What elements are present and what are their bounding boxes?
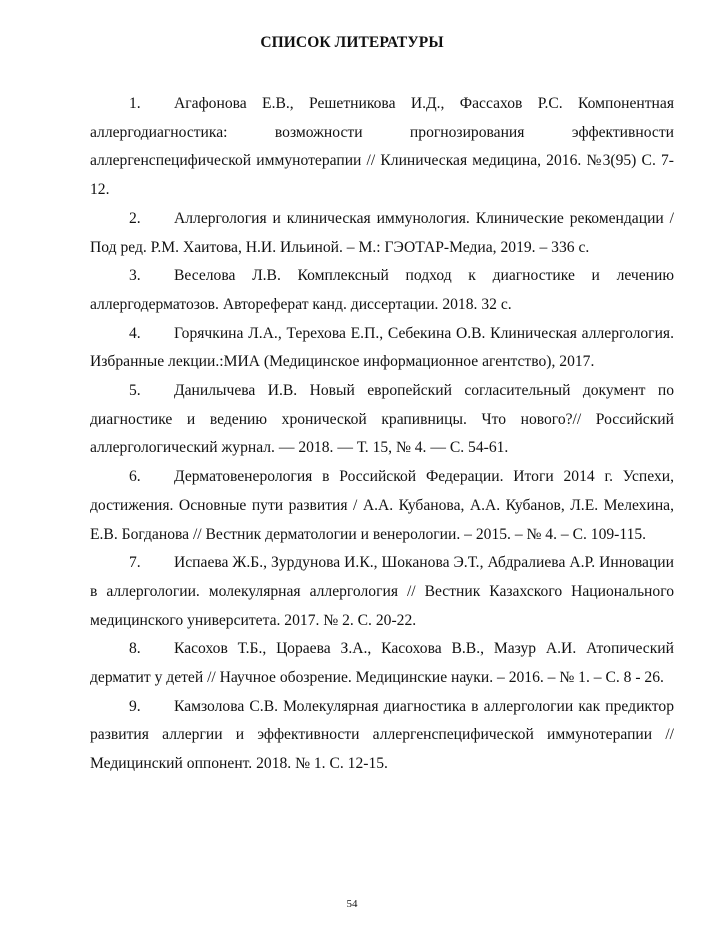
reference-number: 2. — [129, 209, 141, 227]
reference-text: Веселова Л.В. Комплексный подход к диагностике и лечению аллергодерматозов. Автореферат канд. диссертации. 2018. 32 с. — [90, 267, 674, 313]
reference-text: Камзолова С.В. Молекулярная диагностика в аллергологии как предиктор развития аллергии и эффективности аллергенспецифической иммунотерапии // Медицинский оппонент. 2018. № 1. С. 12-15. — [90, 697, 674, 773]
reference-number: 1. — [129, 95, 141, 112]
reference-number: 9. — [129, 697, 141, 715]
reference-text: Дерматовенерология в Российской Федерации. Итоги 2014 г. Успехи, достижения. Основные пути развития / А.А. Кубанова, А.А. Кубанов, Л.Е. Мелехина, Е.В. Богданова // Вестник дерматологии и венерологии. – 2015. – № 4. – С. 109-115. — [90, 468, 674, 543]
reference-item — [90, 90, 674, 205]
reference-number: 7. — [129, 554, 141, 572]
reference-number: 5. — [129, 382, 141, 400]
reference-item — [90, 377, 674, 463]
reference-item — [90, 463, 674, 549]
reference-item — [90, 205, 674, 262]
reference-item — [90, 693, 674, 779]
reference-number: 3. — [129, 267, 141, 285]
reference-item — [90, 262, 674, 319]
reference-text: Горячкина Л.А., Терехова Е.П., Себекина О.В. Клиническая аллергология. Избранные лекции.:МИА (Медицинское информационное агентство), 2017. — [90, 324, 674, 371]
reference-list — [90, 90, 674, 779]
reference-text: Данилычева И.В. Новый европейский согласительный документ по диагностике и ведению хронической крапивницы. Что нового?// Российский аллергологический журнал. — 2018. — Т. 15, № 4. — С. 54-61. — [90, 382, 674, 457]
reference-item — [90, 549, 674, 635]
reference-number: 4. — [129, 324, 141, 342]
reference-number: 8. — [129, 640, 141, 658]
reference-text: Аллергология и клиническая иммунология. Клинические рекомендации / Под ред. Р.М. Хаитова, Н.И. Ильиной. – М.: ГЭОТАР-Медиа, 2019. – 336 с. — [90, 209, 674, 256]
reference-item — [90, 635, 674, 692]
reference-text: Касохов Т.Б., Цораева З.А., Касохова В.В., Мазур А.И. Атопический дерматит у детей // Научное обозрение. Медицинские науки. – 2016. – № 1. – С. 8 - 26. — [90, 640, 674, 687]
page-title: СПИСОК ЛИТЕРАТУРЫ — [260, 34, 444, 51]
reference-item — [90, 320, 674, 377]
reference-number: 6. — [129, 468, 141, 486]
page-number: 54 — [346, 898, 358, 910]
reference-text: Испаева Ж.Б., Зурдунова И.К., Шоканова Э.Т., Абдралиева А.Р. Инновации в аллергологии. молекулярная аллергология // Вестник Казахского Национального медицинского университета. 2017. № 2. С. 20-22. — [90, 554, 674, 629]
reference-text: Агафонова Е.В., Решетникова И.Д., Фассахов Р.С. Компонентная аллергодиагностика: возможности прогнозирования эффективности аллергенспецифической иммунотерапии // Клиническая медицина, 2016. №3(95) С. 7-12. — [90, 95, 674, 199]
